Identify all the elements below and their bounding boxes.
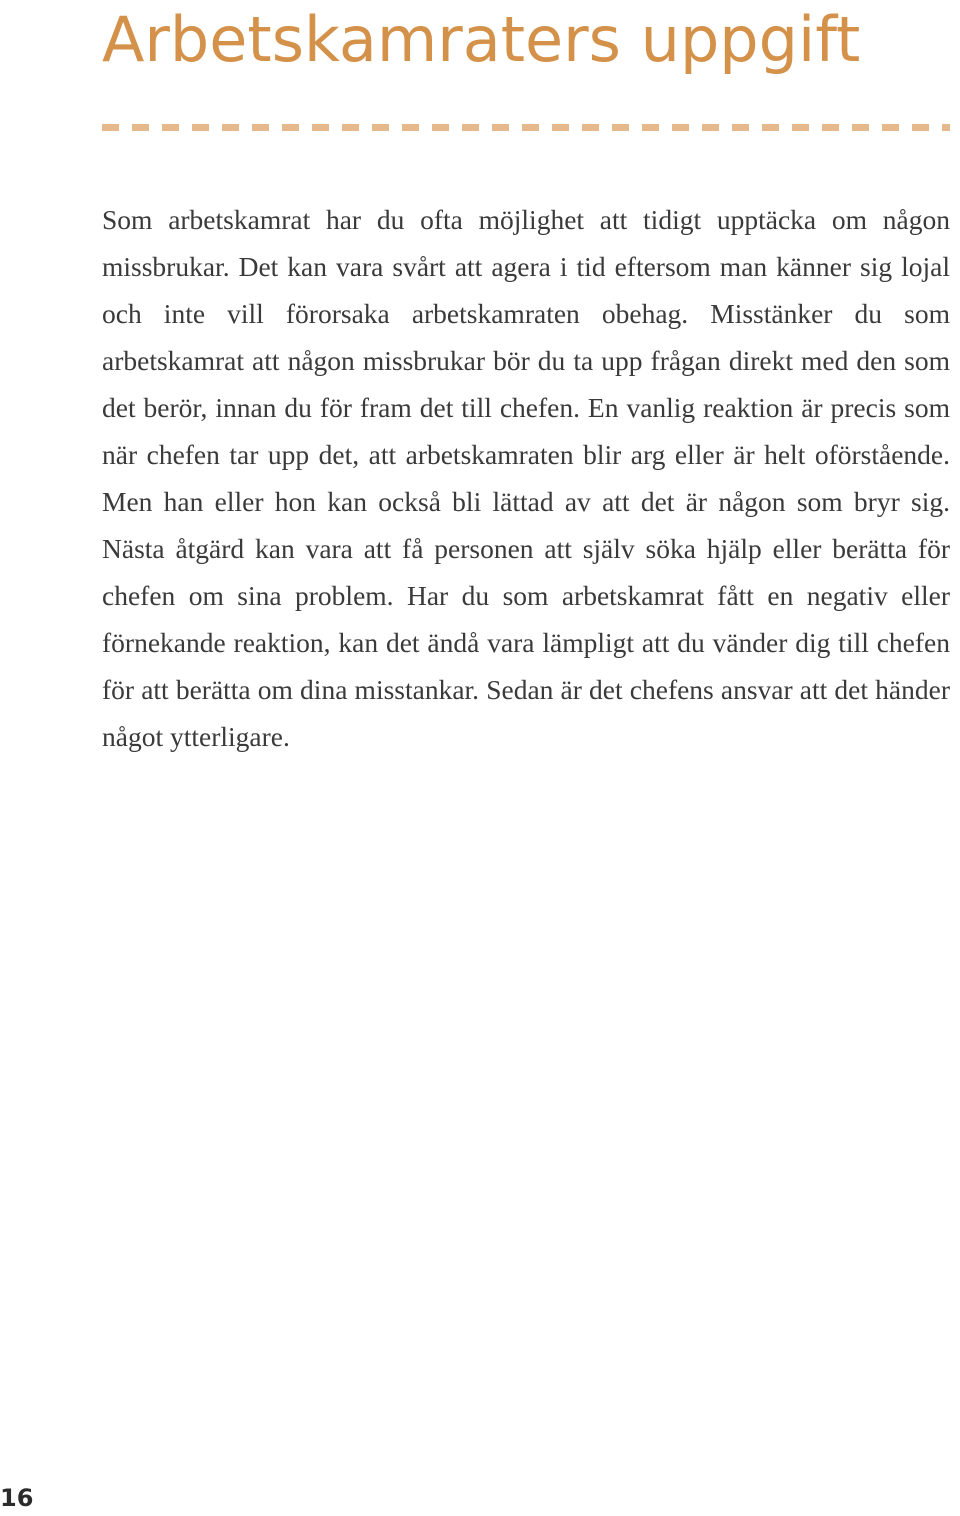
- body-paragraph: Som arbetskamrat har du ofta möjlighet att tidigt upptäcka om någon missbrukar. Det kan vara svårt att agera i tid eftersom man känner sig lojal och inte vill förorsaka arbetskamraten obehag. Misstänker du som arbetskamrat att någon missbrukar bör du ta upp frågan direkt med den som det berör, innan du för fram det till chefen. En vanlig reaktion är precis som när chefen tar upp det, att arbetskamraten blir arg eller är helt oförstående. Men han eller hon kan också bli lättad av att det är någon som bryr sig. Nästa åtgärd kan vara att få personen att själv söka hjälp eller berätta för chefen om sina problem. Har du som arbetskamrat fått en negativ eller förnekande reaktion, kan det ändå vara lämpligt att du vänder dig till chefen för att berätta om dina misstankar. Sedan är det chefens ansvar att det händer något ytterligare.: [102, 204, 950, 752]
- page-title: Arbetskamraters uppgift: [102, 3, 861, 76]
- dashed-divider: [102, 124, 950, 131]
- page-number: 16: [0, 1484, 34, 1512]
